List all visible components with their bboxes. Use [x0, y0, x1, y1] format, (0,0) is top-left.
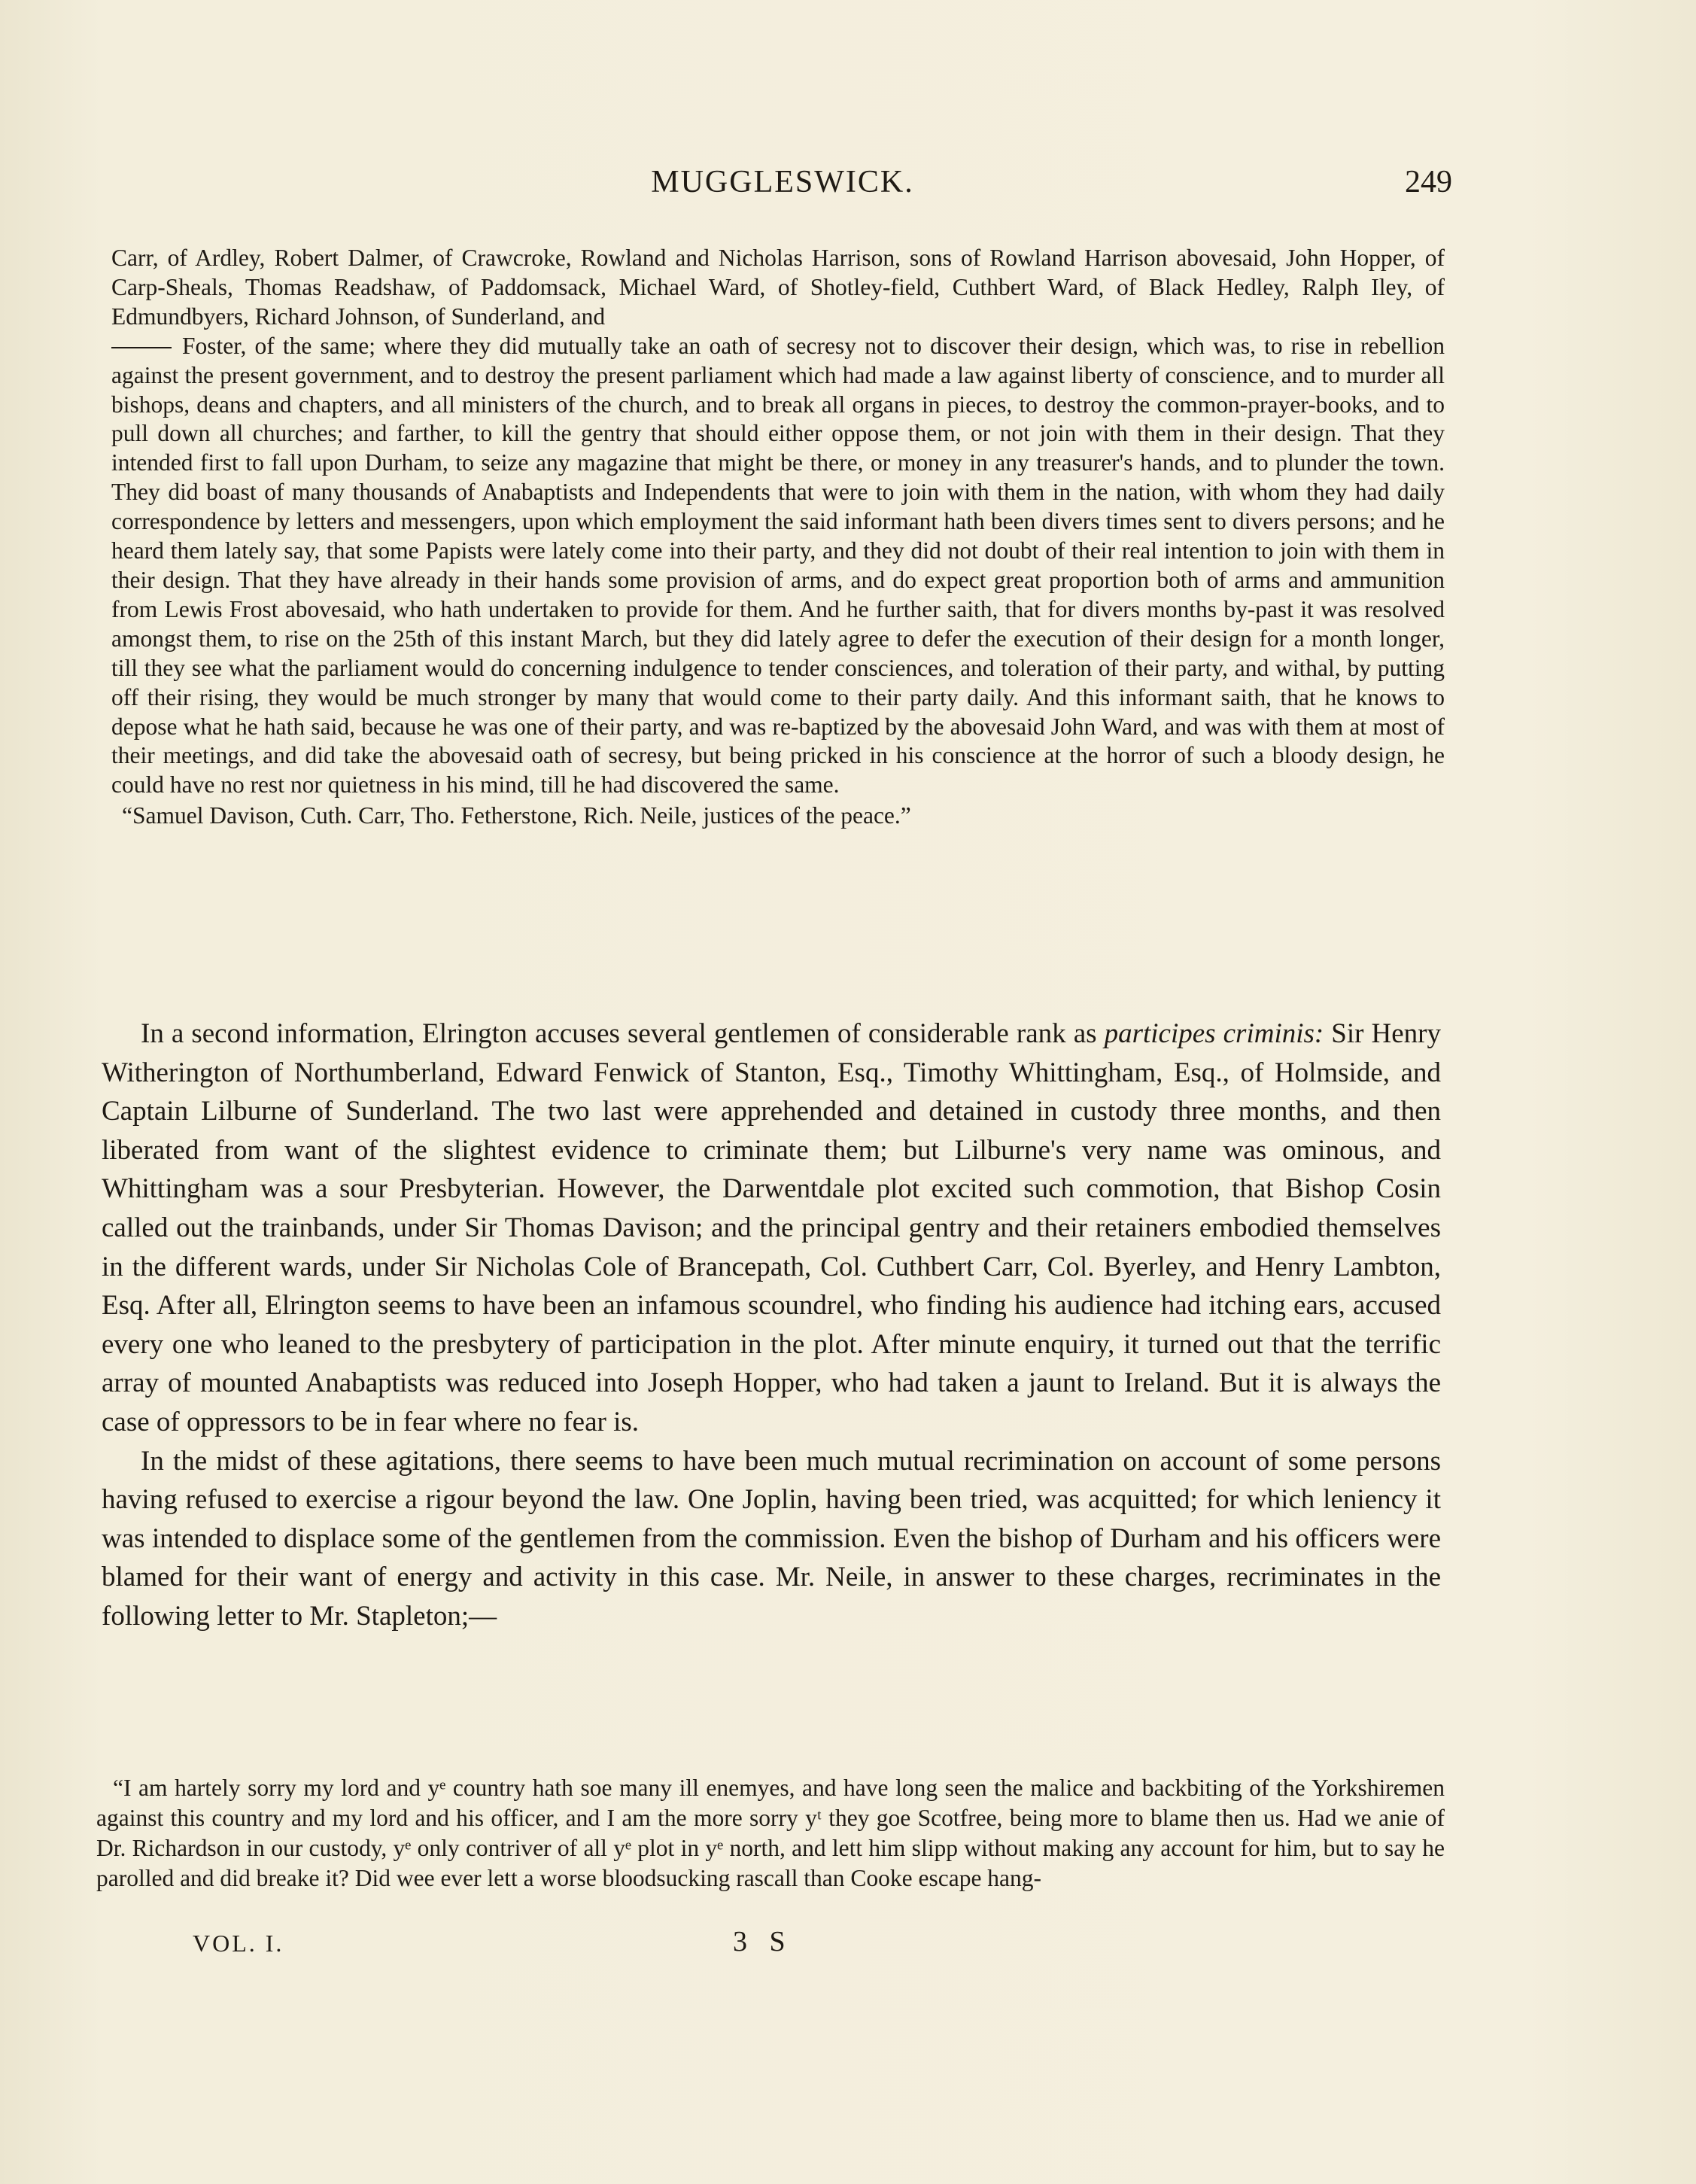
deposition-paragraph	[111, 244, 1445, 800]
page-footer	[193, 1926, 1171, 1967]
latin-phrase: participes criminis:	[1104, 1018, 1324, 1049]
letter-text: “I am hartely sorry my lord and yᵉ country hath soe many ill enemyes, and have long seen the malice and backbiting of the Yorkshiremen against this country and my lord and his officer, and I am the more sorry yᵗ they goe Scotfree, being more to blame then us. Had we anie of Dr. Richardson in our custody, yᵉ only contriver of all yᵉ plot in yᵉ north, and lett him slipp without making any account for him, but to say he parolled and did breake it? Did wee ever lett a worse bloodsucking rascall than Cooke escape hang-	[96, 1775, 1445, 1891]
letter-quote	[96, 1773, 1445, 1894]
blank-name-dash	[111, 347, 172, 348]
deposition-quote	[111, 244, 1445, 831]
page-header	[113, 164, 1452, 209]
main-body	[102, 1014, 1441, 1636]
page-number: 249	[1405, 165, 1452, 199]
running-title: MUGGLESWICK.	[651, 165, 914, 199]
deposition-text-start: Carr, of Ardley, Robert Dalmer, of Crawcroke, Rowland and Nicholas Harrison, sons of Rowland Harrison abovesaid, John Hopper, of Carp-Sheals, Thomas Readshaw, of Paddomsack, Michael Ward, of Shotley-field, Cuthbert Ward, of Black Hedley, Ralph Iley, of Edmundbyers, Richard Johnson, of Sunderland, and	[111, 245, 1445, 330]
body-paragraph: In the midst of these agitations, there seems to have been much mutual recrimination on account of some persons having refused to exercise a rigour beyond the law. One Joplin, having been tried, was acquitted; for which leniency it was intended to displace some of the gentlemen from the commission. Even the bishop of Durham and his officers were blamed for their want of energy and activity in this case. Mr. Neile, in answer to these charges, recriminates in the following letter to Mr. Stapleton;—	[102, 1445, 1441, 1632]
deposition-text-rest: Foster, of the same; where they did mutually take an oath of secresy not to discover their design, which was, to rise in rebellion against the present government, and to destroy the present parliament which had made a law against liberty of conscience, and to murder all bishops, deans and chapters, and all ministers of the church, and to break all organs in pieces, to destroy the common-prayer-books, and to pull down all churches; and farther, to kill the gentry that should either oppose them, or not join with them in their design. That they intended first to fall upon Durham, to seize any magazine that might be there, or money in any treasurer's hands, and to plunder the town. They did boast of many thousands of Anabaptists and Independents that were to join with them in the nation, with whom they had daily correspondence by letters and messengers, upon which employment the said informant hath been divers times sent to divers persons; and he heard them lately say, that some Papists were lately come into their party, and they did not doubt of their real intention to join with them in their design. That they have already in their hands some provision of arms, and do expect great proportion both of arms and ammunition from Lewis Frost abovesaid, who hath undertaken to provide for them. And he further saith, that for divers months by-past it was resolved amongst them, to rise on the 25th of this instant March, but they did lately agree to defer the execution of their design for a month longer, till they see what the parliament would do concerning indulgence to tender consciences, and toleration of their party, and withal, by putting off their rising, they would be much stronger by many that would come to their party daily. And this informant saith, that he knows to depose what he hath said, because he was one of their party, and was re-baptized by the abovesaid John Ward, and was with them at most of their meetings, and did take the abovesaid oath of secresy, but being pricked in his conscience at the horror of such a bloody design, he could have no rest nor quietness in his mind, till he had discovered the same.	[111, 332, 1445, 798]
justices-signature: “Samuel Davison, Cuth. Carr, Tho. Fetherstone, Rich. Neile, justices of the peace.”	[122, 802, 911, 829]
signature-mark: 3 S	[733, 1926, 793, 1957]
paragraph-text: Sir Henry Witherington of Northumberland, Edward Fenwick of Stanton, Esq., Timothy Whittingham, Esq., of Holmside, and Captain Lilburne of Sunderland. The two last were apprehended and detained in custody three months, and then liberated from want of the slightest evidence to criminate them; but Lilburne's very name was ominous, and Whittingham was a sour Presbyterian. However, the Darwentdale plot excited such commotion, that Bishop Cosin called out the trainbands, under Sir Thomas Davison; and the principal gentry and their retainers embodied themselves in the different wards, under Sir Nicholas Cole of Brancepath, Col. Cuthbert Carr, Col. Byerley, and Henry Lambton, Esq. After all, Elrington seems to have been an infamous scoundrel, who finding his audience had itching ears, accused every one who leaned to the presbytery of participation in the plot. After minute enquiry, it turned out that the terrific array of mounted Anabaptists was reduced into Joseph Hopper, who had taken a jaunt to Ireland. But it is always the case of oppressors to be in fear where no fear is.	[102, 1018, 1441, 1437]
body-paragraph	[102, 1014, 1441, 1442]
paragraph-text: In a second information, Elrington accuses several gentlemen of considerable rank as	[141, 1018, 1097, 1049]
volume-label: VOL. I.	[193, 1930, 284, 1957]
